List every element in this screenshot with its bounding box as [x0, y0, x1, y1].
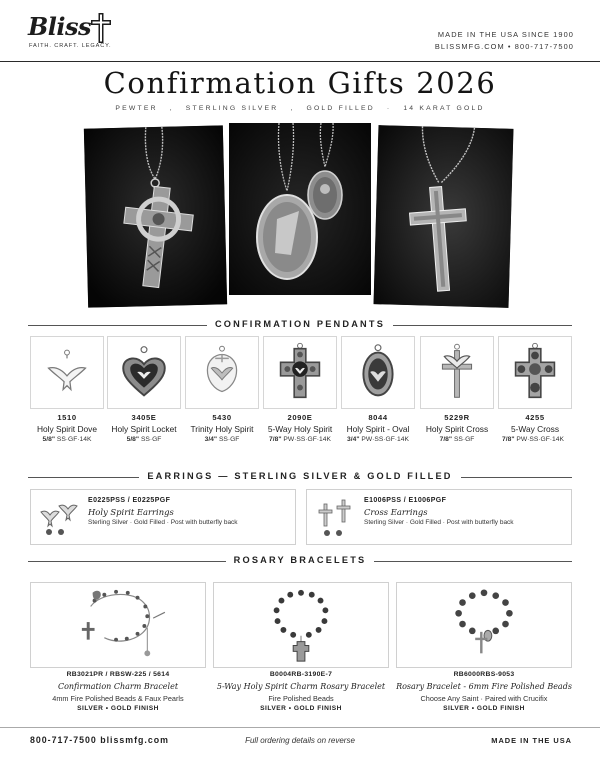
section-label: ROSARY BRACELETS: [226, 555, 375, 565]
logo-cross-icon: [90, 12, 112, 44]
pendant-metals: SS·GF: [453, 436, 475, 443]
pendant-metals: PW·SS·GF·14K: [361, 436, 409, 443]
subtitle-part: STERLING SILVER: [185, 105, 279, 112]
bracelet-name: Confirmation Charm Bracelet: [57, 682, 179, 691]
bracelet-card-charm[interactable]: [30, 582, 206, 668]
trinity-dove-icon: [186, 337, 258, 408]
pendant-size: 3/4": [347, 436, 360, 443]
bracelet-description: Choose Any Saint · Paired with Crucifix: [420, 694, 548, 703]
header-info: [435, 29, 574, 53]
pendant-metals: SS·GF: [218, 436, 240, 443]
pendant-name: Holy Spirit - Oval: [346, 424, 410, 434]
earring-card-holy-spirit[interactable]: [30, 489, 296, 545]
brand-tagline: FAITH. CRAFT. LEGACY.: [29, 43, 112, 49]
section-label: EARRINGS — STERLING SILVER & GOLD FILLED: [139, 471, 460, 481]
bracelet-finish: SILVER • GOLD FINISH: [77, 705, 159, 712]
pendant-meta: [335, 436, 421, 443]
pendant-name: Holy Spirit Cross: [425, 424, 489, 434]
pendant-metals: SS·GF·14K: [56, 436, 92, 443]
bracelet-card-five-way[interactable]: [213, 582, 389, 668]
made-in-usa-text: MADE IN THE USA SINCE 1900: [437, 30, 574, 39]
earring-card-cross[interactable]: [306, 489, 572, 545]
bracelet-code: RB6000RBS-9053: [453, 671, 515, 678]
bracelet-code: B0004RB-3190E-7: [269, 671, 333, 678]
subtitle-part: ·: [386, 105, 392, 112]
pendant-metals: PW·SS·GF·14K: [516, 436, 564, 443]
pendant-name: 5-Way Cross: [510, 424, 560, 434]
pendant-code: 5229R: [444, 413, 470, 422]
footer-made-in-usa: MADE IN THE USA: [491, 736, 572, 745]
oval-medal-icon: [342, 337, 414, 408]
earring-description: Sterling Silver · Gold Filled · Post with butterfly back: [88, 519, 238, 526]
pendant-size: 7/8": [439, 436, 453, 443]
bracelet-code: RB3021PR / RBSW-225 / 5614: [66, 671, 170, 678]
pendant-size: 5/8": [126, 436, 140, 443]
page-title: Confirmation Gifts 2026: [103, 66, 497, 100]
pendant-metals: PW·SS·GF·14K: [283, 436, 331, 443]
cross-pendant-photo: [374, 125, 514, 308]
pendant-name: Holy Spirit Locket: [111, 424, 177, 434]
pendant-code: 8044: [368, 413, 388, 422]
bracelet-name: 5-Way Holy Spirit Charm Rosary Bracelet: [216, 682, 386, 691]
pendant-code: 2090E: [287, 413, 313, 422]
pendant-card-5229r[interactable]: [420, 336, 494, 409]
pendant-card-2090e[interactable]: [263, 336, 337, 409]
bracelet-name: Rosary Bracelet - 6mm Fire Polished Beads: [396, 682, 572, 691]
pendant-code: 4255: [525, 413, 545, 422]
brand-name: Bliss: [28, 12, 92, 41]
pendant-card-3405e[interactable]: [107, 336, 181, 409]
earring-description: Sterling Silver · Gold Filled · Post with butterfly back: [364, 519, 514, 526]
earring-code: E1006PSS / E1006PGF: [364, 497, 447, 504]
crucifix-bracelet-icon: [397, 583, 571, 667]
brand-logo[interactable]: [28, 12, 148, 56]
subtitle-part: ,: [169, 105, 174, 112]
pendant-card-8044[interactable]: [341, 336, 415, 409]
dove-earrings-icon: [37, 496, 83, 540]
charm-bracelet-icon: [31, 583, 205, 667]
bracelet-description: Fire Polished Beads: [268, 694, 334, 703]
pendant-meta: [414, 436, 500, 443]
section-label: CONFIRMATION PENDANTS: [207, 319, 393, 329]
saint-michael-medal-icon: [229, 123, 371, 295]
pendant-meta: [101, 436, 187, 443]
bracelets-section-heading: [28, 555, 572, 567]
pendant-name: 5-Way Holy Spirit: [267, 424, 333, 434]
footer-divider: [0, 727, 600, 728]
rosary-bracelet-icon: [214, 583, 388, 667]
pendant-meta: [179, 436, 265, 443]
pendant-meta: [24, 436, 110, 443]
bracelet-finish: SILVER • GOLD FINISH: [443, 705, 525, 712]
pendant-code: 1510: [57, 413, 77, 422]
subtitle-part: PEWTER: [115, 105, 158, 112]
pendants-section-heading: [28, 319, 572, 331]
pendant-size: 3/4": [204, 436, 218, 443]
pendant-metals: SS·GF: [140, 436, 162, 443]
pendant-meta: [490, 436, 576, 443]
dove-icon: [31, 337, 103, 408]
page-header: [0, 0, 600, 62]
pendant-name: Holy Spirit Dove: [36, 424, 98, 434]
subtitle-part: ,: [290, 105, 295, 112]
cross-earrings-icon: [313, 496, 359, 540]
bracelet-card-saint[interactable]: [396, 582, 572, 668]
pendant-code: 5430: [212, 413, 232, 422]
five-way-cross-icon: [499, 337, 571, 408]
bracelet-finish: SILVER • GOLD FINISH: [260, 705, 342, 712]
dove-cross-icon: [421, 337, 493, 408]
contact-text[interactable]: BLISSMFG.COM • 800-717-7500: [434, 42, 574, 51]
footer-note: Full ordering details on reverse: [245, 736, 355, 745]
bracelet-description: 4mm Fire Polished Beads & Faux Pearls: [52, 694, 184, 703]
pendant-name: Trinity Holy Spirit: [190, 424, 254, 434]
earring-name: Cross Earrings: [364, 507, 428, 517]
celtic-cross-photo: [84, 125, 227, 307]
pendant-card-4255[interactable]: [498, 336, 572, 409]
metals-subtitle: [0, 105, 600, 112]
five-way-cross-icon: [264, 337, 336, 408]
pendant-size: 7/8": [502, 436, 515, 443]
pendant-card-5430[interactable]: [185, 336, 259, 409]
footer-contact[interactable]: 800-717-7500 blissmfg.com: [30, 735, 169, 745]
earrings-section-heading: [28, 471, 572, 483]
pendant-card-1510[interactable]: [30, 336, 104, 409]
saint-michael-photo: [229, 123, 371, 295]
pendant-size: 7/8": [269, 436, 282, 443]
earring-code: E0225PSS / E0225PGF: [88, 497, 171, 504]
subtitle-part: 14 KARAT GOLD: [403, 105, 485, 112]
pendant-size: 5/8": [42, 436, 56, 443]
subtitle-part: GOLD FILLED: [306, 105, 375, 112]
cross-pendant-icon: [374, 125, 514, 308]
heart-locket-icon: [108, 337, 180, 408]
pendant-code: 3405E: [131, 413, 157, 422]
pendant-meta: [257, 436, 343, 443]
earring-name: Holy Spirit Earrings: [88, 507, 174, 517]
celtic-cross-pendant-icon: [84, 125, 227, 307]
